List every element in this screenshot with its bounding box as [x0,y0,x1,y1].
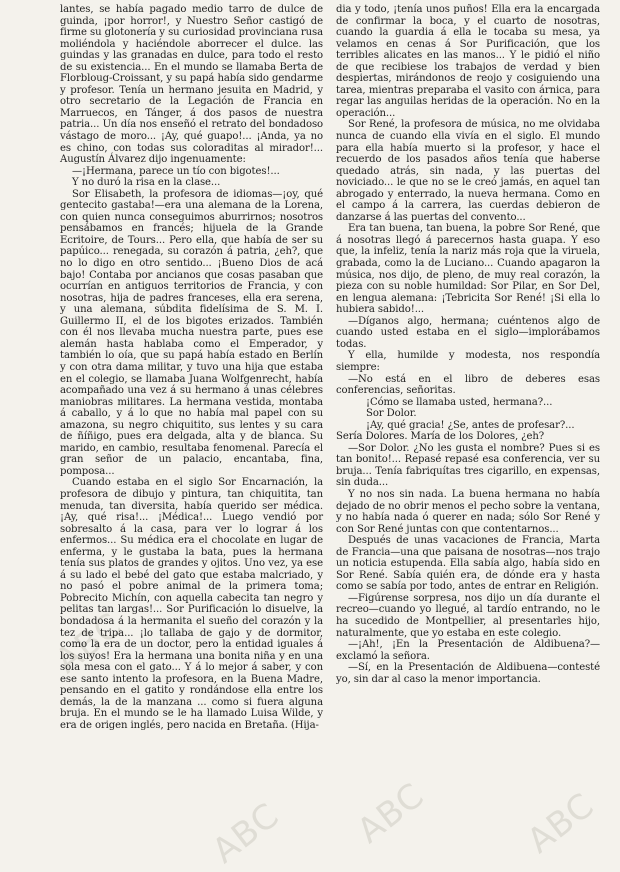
paragraph: Y no duró la risa en la clase... [72,177,221,189]
right-column [336,4,600,685]
paragraph: Cuando estaba en el siglo Sor Encarnación, la profesora de dibujo y pintura, tan chiquitita, tan menuda, tan diversita, había querido ser médica. ¡Ay, qué risa!... ¡Médica!... Luego vendió por sobresalto á la casa, para ver lo lograr á los enfermos... Su médica era el chocolate en lugar de enferma, y le gustaba la bata, pues la hermana tenía sus platos de grandes y ojitos. Uno vez, ya ese á su lado el bebé del gato que estaba malcriado, y no pasó el pobre animal de la primera toma; Pobrecito Michín, con aquella cabecita tan negro y pelitas tan largas!... Sor Purificación lo disuelve, la bondadosa á la hermanita el sueño del corazón y la tez de tripa... ¡lo tallaba de gajo y de dormitor, como la era de un doctor, pero la entidad iguales á los suyos! Era la hermana una bonita niña y en una sola mesa con el gato... Y á lo mejor á saber, y con ese santo intento la profesora, en la Buena Madre, pensando en el gatito y rondándose ella entre los demás, la de la manzana ... como si fuera alguna bruja. En el mundo se le ha llamado Luisa Wilde, y era de origen inglés, pero nacida en Bretaña. (Hija- [60,477,323,731]
watermark: ABC [48,605,130,682]
dialogue-line: ¡Ay, qué gracia! ¿Se, antes de profesar?... [366,419,575,431]
left-column [60,4,323,731]
paragraph: —¡Hermana, parece un tío con bigotes!... [72,165,280,177]
paragraph: Después de unas vacaciones de Francia, Marta de Francia—una que paisana de nosotras—nos trajo un noticia estupenda. Ella sabía algo, había sido en Sor René. Sabía quién era, de dónde era y hasta como se sabía por todo, antes de entrar en Religión. [336,535,600,593]
paragraph: Y no nos sin nada. La buena hermana no había dejado de no obrir menos el pecho sobre la ventana, y no había nada ó querer en nada; sólo Sor René y con Sor René juntas con que contentarnos... [336,488,600,535]
paragraph: Sería Dolores. María de los Dolores, ¿eh? [336,431,545,443]
paragraph: —Sor Dolor. ¿No les gusta el nombre? Pues si es tan bonito!... Repasé repasé esa conferencia, ver su bruja... Tenía fabriquítas tres cigarillo, en expensas, sin duda... [336,442,600,489]
paragraph: —¡Ah!, ¡En la Presentación de Aldibuena?—exclamó la señora. [336,639,600,662]
paragraph: —Figúrense sorpresa, nos dijo un día durante el recreo—cuando yo llegué, al tardío entrando, no le ha sucedido de Montpellier, al presentarles hijo, naturalmente, que yo estaba en este colegio. [336,592,600,639]
watermark: ABC [520,785,602,862]
paragraph: lantes, se había pagado medio tarro de dulce de guinda, ¡por horror!, y Nuestro Señor castigó de firme su glotonería y su curiosidad provinciana rusa moliéndola y haciéndole aborrecer el dulce. las guindas y las granadas en dulce, para todo el resto de su existencia... En el mundo se llamaba Berta de Florbloug-Croissant, y su papá había sido gendarme y profesor. Tenía un hermano jesuita en Madrid, y otro secretario de la Legación de Francia en Marruecos, en Tánger, á dos pasos de nuestra patria... Un día nos enseñó el retrato del bondadoso vástago de moro... ¡Ay, qué guapo!... ¡Anda, ya no es chino, con todas sus coloraditas al mirador!... Augustín Álvarez dijo ingenuamente: [60,4,323,166]
paragraph: Sor Elisabeth, la profesora de idiomas—¡oy, qué gentecito gastaba!—era una alemana de la Lorena, con quien nunca conseguimos aburrirnos; nosotros pensábamos en francés; hijuela de la Grande Ecritoire, de Tours... Pero ella, que había de ser su papúico... renegada, su corazón á patria, ¿eh?, que no lo digo en otro sentido... ¡Bueno Dios de acá bajo! Contaba por ancianos que cosas pasaban que ocurrían en antiguos territorios de Francia, y con nosotras, hija de padres franceses, ella era serena, y una alemana, súbdita fidelísima de S. M. I. Guillermo II, el de los bigotes erizados. También con él nos llevaba mucha nuestra parte, pues ese alemán hasta hablaba como el Emperador, y también lo oía, que su papá había estado en Berlín y con otra dama militar, y tuvo una hija que estaba en el colegio, se llamaba Juana Wolfgenrecht, había acompañado una vez á su hermano á unas célebres maniobras militares. La hermana vestida, montaba á caballo, y á lo que no había mal papel con su amazona, su negro chiquitito, sus lentes y su cara de ñíñigo, pues era delgada, alta y de blanca. Su marido, en cambio, resultaba fenomenal. Parecía el gran señor de un palacio, encantaba, fina, pomposa... [60,188,323,477]
paragraph: Sor René, la profesora de música, no me olvidaba nunca de cuando ella vivía en el siglo. El mundo para ella había muerto si la profesor, y hace el recuerdo de los pasados años tenía que haberse quedado atrás, sin nada, y las puertas del noviciado... le que no se le creó jamás, en aquel tan abrogado y enterrado, la nueva hermana. Como en el campo á la carrera, las cuerdas debieron de danzarse á las puertas del convento... [336,119,600,223]
dialogue-line: Sor Dolor. [366,408,417,420]
paragraph: Era tan buena, tan buena, la pobre Sor René, que á nosotras llegó á parecernos hasta guapa. Y eso que, la infeliz, tenía la nariz más roja que la viruela, grabada, como la de Luciano... Cuando apagaron la música, nos dijo, de pleno, de muy real corazón, la pieza con su noble humildad: Sor Pilar, en Sor Del, en lengua alemana: ¡Tebricita Sor René! ¡Si ella lo hubiera sabido!... [336,223,600,316]
paragraph: —No está en el libro de deberes esas conferencias, señoritas. [336,373,600,397]
watermark: ABC [350,775,432,852]
paragraph: Y ella, humilde y modesta, nos respondía siempre: [336,350,600,373]
watermark: ABC [205,795,287,872]
dialogue-line: ¡Cómo se llamaba usted, hermana?... [366,396,553,408]
paragraph: dia y todo, ¡tenía unos puños! Ella era la encargada de confirmar la boca, y el cuarto de nosotras, cuando la guardia á ella le tocaba su mesa, ya velamos en cenas á Sor Purificación, que los terribles alicates en las manos... Y le pidió el niño de que recibiese los trabajos de verdad y bien despiertas, mirándonos de reojo y cosiguiendo una tarea, mientras preparaba el vasito con árnica, para regar las anguilas heridas de la operación. No en la operación... [336,4,600,119]
paragraph: —Sí, en la Presentación de Aldibuena—contesté yo, sin dar al caso la menor importancia. [336,662,600,685]
paragraph: —Díganos algo, hermana; cuéntenos algo de cuando usted estaba en el siglo—implorábamos todas. [336,315,600,350]
